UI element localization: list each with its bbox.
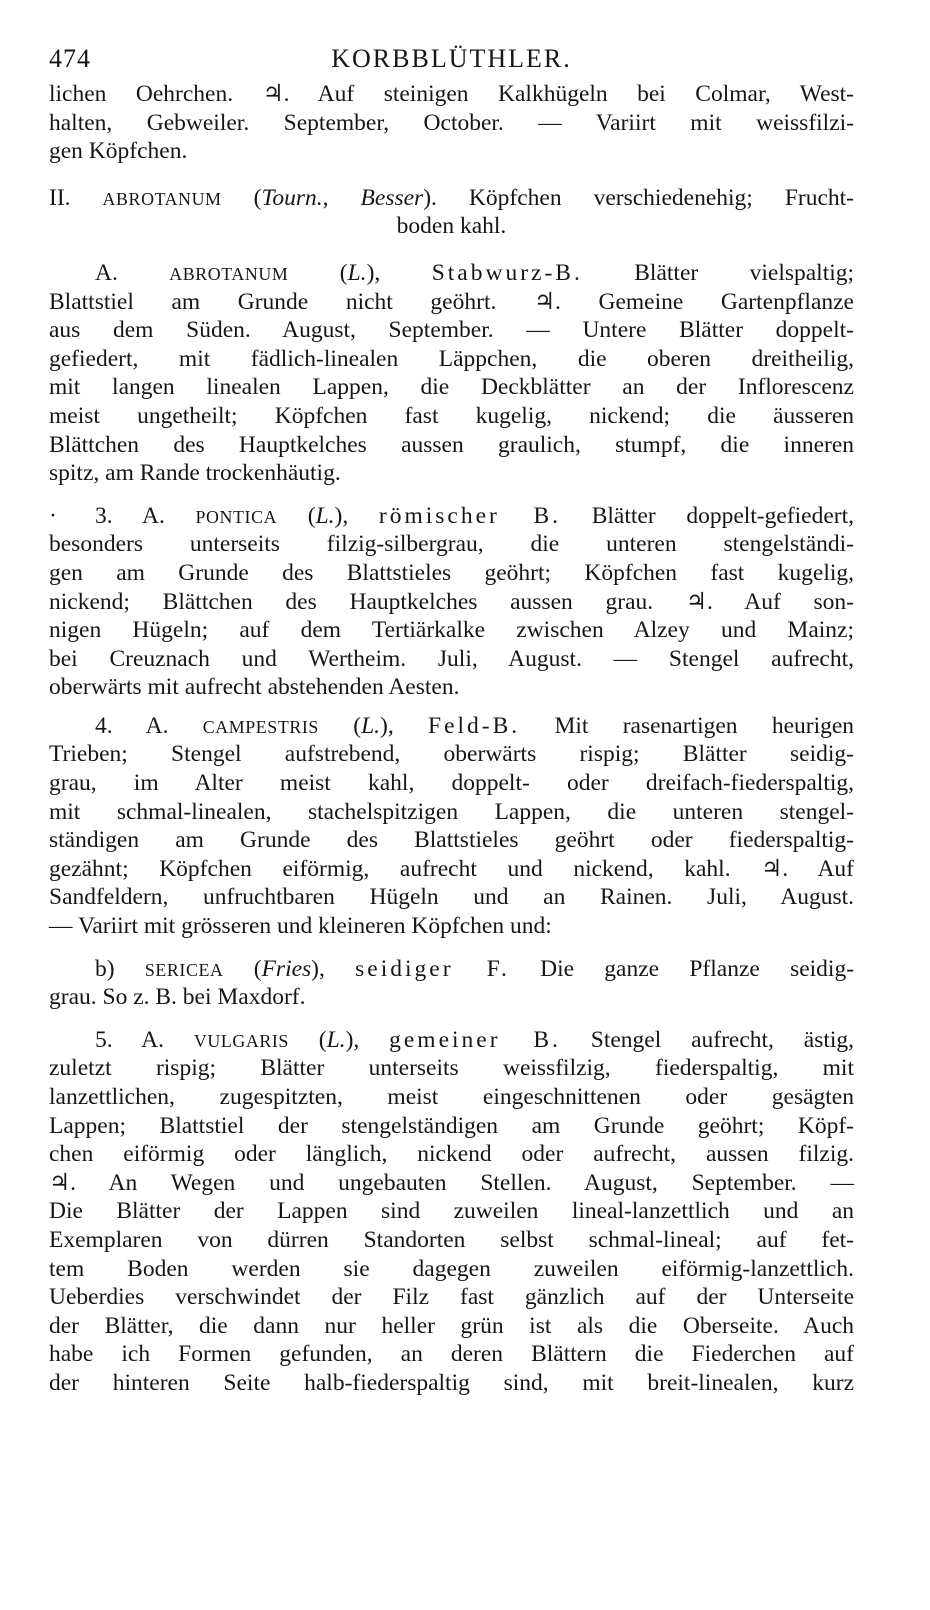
- species-name: CAMPESTRIS: [202, 716, 319, 737]
- text-line: der Blätter, die dann nur heller grün ist als die Oberseite. Auch: [49, 1312, 854, 1339]
- text-line: der hinteren Seite halb-fiederspaltig sind, mit breit-linealen, kurz: [49, 1369, 854, 1396]
- text-line: Ueberdies verschwindet der Filz fast gänzlich auf der Unterseite: [49, 1284, 854, 1311]
- species-entry-pontica: [49, 502, 854, 702]
- section-heading-line: II. ABROTANUM (Tourn., Besser). Köpfchen verschiedenehig; Frucht-: [49, 184, 854, 211]
- text-line: Trieben; Stengel aufstrebend, oberwärts rispig; Blätter seidig-: [49, 741, 854, 768]
- species-heading-line: 4. A. CAMPESTRIS (L.), Feld-B. Mit rasenartigen heurigen: [95, 712, 855, 739]
- text-line: lichen Oehrchen. ♃. Auf steinigen Kalkhügeln bei Colmar, West-: [49, 81, 854, 107]
- authority: Fries: [261, 955, 312, 982]
- book-page: [49, 36, 854, 1398]
- section-name: ABROTANUM: [102, 188, 222, 209]
- text-line: aus dem Süden. August, September. — Untere Blätter doppelt-: [49, 317, 854, 344]
- text-line: Blättchen des Hauptkelches aussen graulich, stumpf, die inneren: [49, 431, 854, 458]
- text-line: oberwärts mit aufrecht abstehenden Aesten.: [49, 674, 460, 701]
- text-line: Die Blätter der Lappen sind zuweilen lineal-lanzettlich und an: [49, 1198, 854, 1225]
- authority: L.: [347, 259, 367, 286]
- text-line: grau, im Alter meist kahl, doppelt- oder dreifach-fiederspaltig,: [49, 770, 854, 797]
- text-line: Lappen; Blattstiel der stengelständigen am Grunde geöhrt; Köpf-: [49, 1112, 854, 1139]
- species-heading-line: A. ABROTANUM (L.), Stabwurz-B. Blätter vielspaltig;: [95, 259, 855, 286]
- common-name: Stabwurz-B.: [431, 259, 583, 286]
- species-heading-line: 5. A. VULGARIS (L.), gemeiner B. Stengel aufrecht, ästig,: [95, 1026, 855, 1053]
- text-line: nigen Hügeln; auf dem Tertiärkalke zwischen Alzey und Mainz;: [49, 617, 854, 644]
- section-heading-ii: [49, 184, 854, 241]
- page-header: [49, 36, 854, 80]
- common-name: seidiger F.: [355, 955, 510, 982]
- common-name: gemeiner B.: [389, 1026, 561, 1053]
- section-heading-line: boden kahl.: [396, 213, 507, 240]
- species-entry-campestris: [49, 712, 854, 941]
- text-line: gefiedert, mit fädlich-linealen Läppchen, die oberen dreitheilig,: [49, 345, 854, 372]
- text-line: zuletzt rispig; Blätter unterseits weissfilzig, fiederspaltig, mit: [49, 1055, 854, 1082]
- text-line: halten, Gebweiler. September, October. — Variirt mit weissfilzi-: [49, 109, 854, 136]
- text-line: mit schmal-linealen, stachelspitzigen Lappen, die unteren stengel-: [49, 798, 854, 825]
- text-line: habe ich Formen gefunden, an deren Blättern die Fiederchen auf: [49, 1341, 854, 1368]
- variety-name: SERICEA: [144, 959, 224, 980]
- authority: L.: [315, 502, 335, 529]
- variety-heading-line: b) SERICEA (Fries), seidiger F. Die ganze Pflanze seidig-: [95, 955, 855, 982]
- stray-mark: ·: [49, 502, 57, 529]
- text-line: Blattstiel am Grunde nicht geöhrt. ♃. Gemeine Gartenpflanze: [49, 288, 854, 315]
- text-line: ♃. An Wegen und ungebauten Stellen. August, September. —: [49, 1169, 854, 1196]
- species-entry-abrotanum: [49, 259, 854, 488]
- running-title: KORBBLÜTHLER.: [331, 44, 572, 73]
- common-name: römischer B.: [378, 502, 562, 529]
- authority: L.: [361, 712, 381, 739]
- text-line: — Variirt mit grösseren und kleineren Köpfchen und:: [49, 913, 552, 940]
- authority: Besser: [360, 184, 424, 211]
- continuation-paragraph: [49, 80, 854, 166]
- variety-entry-sericea: [49, 955, 854, 1012]
- text-line: mit langen linealen Lappen, die Deckblätter an der Inflorescenz: [49, 374, 854, 401]
- text-line: meist ungetheilt; Köpfchen fast kugelig, nickend; die äusseren: [49, 402, 854, 429]
- text-line: grau. So z. B. bei Maxdorf.: [49, 984, 306, 1011]
- common-name: Feld-B.: [428, 712, 521, 739]
- text-line: gezähnt; Köpfchen eiförmig, aufrecht und nickend, kahl. ♃. Auf: [49, 855, 854, 882]
- section-numeral: II.: [49, 184, 71, 211]
- page-number: 474: [49, 44, 91, 73]
- text-line: bei Creuznach und Wertheim. Juli, August. — Stengel aufrecht,: [49, 645, 854, 672]
- text-line: Exemplaren von dürren Standorten selbst schmal-lineal; auf fet-: [49, 1226, 854, 1253]
- species-heading-line: · 3. A. PONTICA (L.), römischer B. Blätter doppelt-gefiedert,: [49, 502, 855, 529]
- authority: L.: [326, 1026, 346, 1053]
- text-line: Sandfeldern, unfruchtbaren Hügeln und an Rainen. Juli, August.: [49, 884, 854, 911]
- text-line: spitz, am Rande trockenhäutig.: [49, 460, 341, 487]
- species-name: VULGARIS: [193, 1030, 289, 1051]
- species-name: ABROTANUM: [169, 263, 289, 284]
- text-line: lanzettlichen, zugespitzten, meist eingeschnittenen oder gesägten: [49, 1084, 854, 1110]
- text-line: gen am Grunde des Blattstieles geöhrt; Köpfchen fast kugelig,: [49, 559, 854, 586]
- text-line: gen Köpfchen.: [49, 138, 188, 165]
- text-line: chen eiförmig oder länglich, nickend oder aufrecht, aussen filzig.: [49, 1141, 854, 1168]
- species-name: PONTICA: [195, 506, 278, 527]
- text-line: nickend; Blättchen des Hauptkelches aussen grau. ♃. Auf son-: [49, 588, 854, 615]
- text-line: ständigen am Grunde des Blattstieles geöhrt oder fiederspaltig-: [49, 827, 854, 854]
- text-line: besonders unterseits filzig-silbergrau, die unteren stengelständi-: [49, 531, 854, 558]
- text-line: tem Boden werden sie dagegen zuweilen eiförmig-lanzettlich.: [49, 1255, 854, 1282]
- species-entry-vulgaris: [49, 1026, 854, 1398]
- authority: Tourn.: [261, 184, 323, 211]
